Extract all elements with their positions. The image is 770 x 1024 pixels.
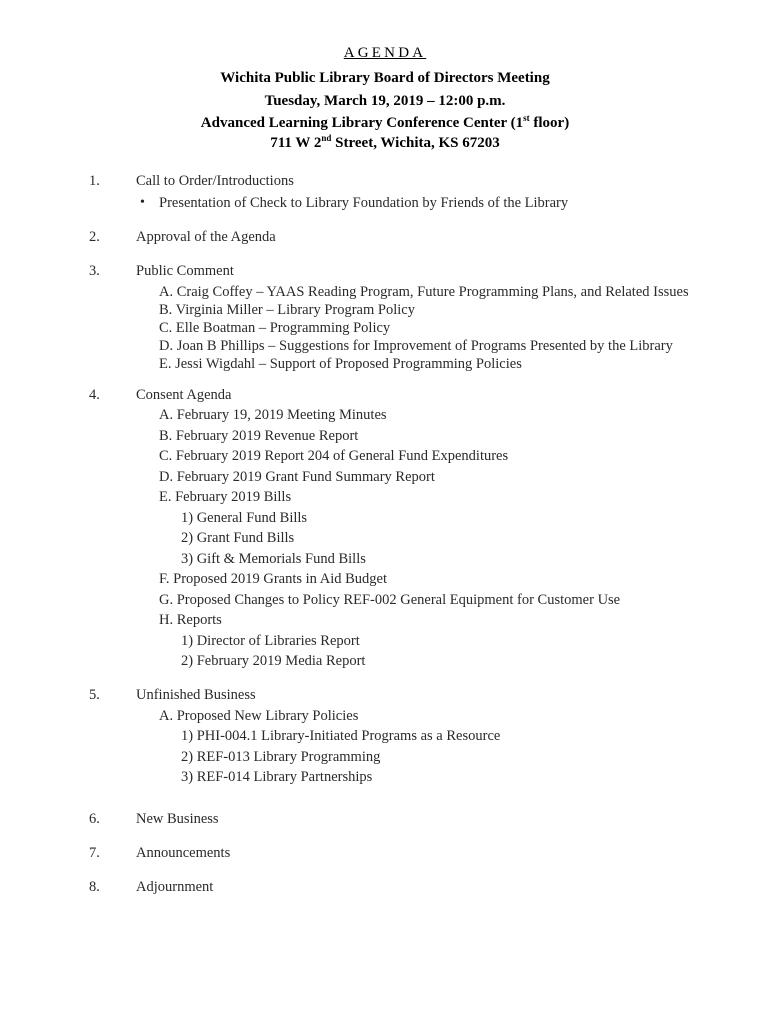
meeting-location: Advanced Learning Library Conference Center (1st floor) xyxy=(200,113,570,131)
sub-item: D. February 2019 Grant Fund Summary Report xyxy=(159,469,435,485)
item-number: 3. xyxy=(89,263,100,279)
item-label: Adjournment xyxy=(136,879,214,895)
sub-item: C. Elle Boatman – Programming Policy xyxy=(159,320,391,336)
sub-item: D. Joan B Phillips – Suggestions for Improvement of Programs Presented by the Library xyxy=(159,338,673,354)
meeting-date-time: Tuesday, March 19, 2019 – 12:00 p.m. xyxy=(264,93,506,109)
sub-item: A. Craig Coffey – YAAS Reading Program, Future Programming Plans, and Related Issues xyxy=(159,284,689,300)
sub-sub-item: 2) REF-013 Library Programming xyxy=(181,749,381,765)
sub-sub-item: 3) REF-014 Library Partnerships xyxy=(181,769,373,785)
sub-item: E. February 2019 Bills xyxy=(159,489,292,505)
sub-sub-item: 2) February 2019 Media Report xyxy=(181,653,366,669)
item-number: 1. xyxy=(89,173,100,189)
item-number: 5. xyxy=(89,687,100,703)
sub-sub-item: 3) Gift & Memorials Fund Bills xyxy=(181,551,366,567)
sub-item: F. Proposed 2019 Grants in Aid Budget xyxy=(159,571,388,587)
item-number: 7. xyxy=(89,845,100,861)
sub-item: A. Proposed New Library Policies xyxy=(159,708,359,724)
meeting-address: 711 W 2nd Street, Wichita, KS 67203 xyxy=(270,133,500,151)
sub-sub-item: 1) General Fund Bills xyxy=(181,510,308,526)
item-number: 6. xyxy=(89,811,100,827)
sub-item: B. Virginia Miller – Library Program Policy xyxy=(159,302,415,318)
item-number: 2. xyxy=(89,229,100,245)
sub-sub-item: 1) Director of Libraries Report xyxy=(181,633,360,649)
item-number: 8. xyxy=(89,879,100,895)
sub-bullet: Presentation of Check to Library Foundation by Friends of the Library xyxy=(159,195,569,211)
sub-sub-item: 2) Grant Fund Bills xyxy=(181,530,295,546)
item-number: 4. xyxy=(89,387,100,403)
item-label: Unfinished Business xyxy=(136,687,256,703)
sub-item: E. Jessi Wigdahl – Support of Proposed Programming Policies xyxy=(159,356,522,372)
bullet-icon: • xyxy=(140,195,145,210)
sub-item: B. February 2019 Revenue Report xyxy=(159,428,359,444)
sub-item: G. Proposed Changes to Policy REF-002 General Equipment for Customer Use xyxy=(159,592,621,608)
item-label: New Business xyxy=(136,811,219,827)
item-label: Call to Order/Introductions xyxy=(136,173,294,189)
item-label: Approval of the Agenda xyxy=(136,229,276,245)
sub-sub-item: 1) PHI-004.1 Library-Initiated Programs as a Resource xyxy=(181,728,501,744)
sub-item: A. February 19, 2019 Meeting Minutes xyxy=(159,407,387,423)
item-label: Consent Agenda xyxy=(136,387,232,403)
item-label: Public Comment xyxy=(136,263,234,279)
sub-item: C. February 2019 Report 204 of General Fund Expenditures xyxy=(159,448,509,464)
meeting-name: Wichita Public Library Board of Directors Meeting xyxy=(220,70,550,86)
item-label: Announcements xyxy=(136,845,231,861)
agenda-title: AGENDA xyxy=(343,45,427,61)
sub-item: H. Reports xyxy=(159,612,222,628)
